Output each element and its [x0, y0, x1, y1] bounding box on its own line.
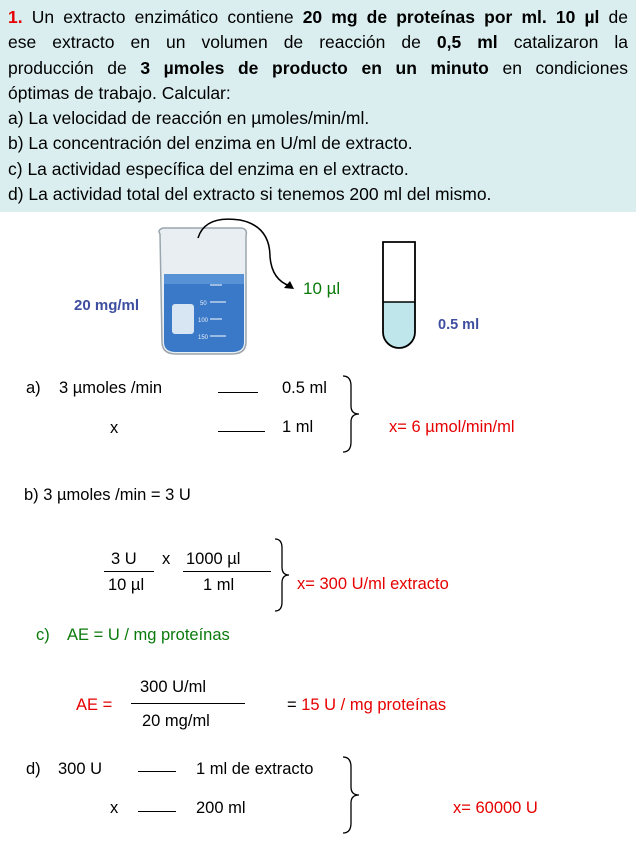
beaker-icon: [159, 228, 246, 354]
part-d-result: x= 60000 U: [453, 799, 538, 817]
test-tube-icon: [383, 242, 415, 348]
part-a-unknown: x: [110, 419, 119, 437]
part-d-volume-1: 1 ml de extracto: [196, 760, 314, 778]
part-d-volume-2: 200 ml: [196, 799, 246, 817]
problem-statement-box: [0, 0, 636, 212]
part-a-volume-2: 1 ml: [282, 418, 314, 436]
part-c-equals: = 15 U / mg proteínas: [287, 696, 447, 714]
problem-text: [8, 5, 628, 207]
beaker-mark-100: 100: [198, 318, 209, 324]
part-a-rate: 3 µmoles /min: [59, 379, 163, 397]
part-c-numerator: 300 U/ml: [140, 678, 207, 696]
part-a-volume-1: 0.5 ml: [282, 379, 327, 397]
part-a-brace-icon: [341, 374, 363, 454]
part-d-dash-2: [138, 811, 176, 812]
statement-line-2: ese extracto en un volumen de reacción de 0,5 ml catalizaron la: [8, 32, 629, 53]
part-c-formula: AE = U / mg proteínas: [67, 626, 230, 644]
part-c-label: c): [36, 626, 50, 644]
question-b: b) La concentración del enzima en U/ml de extracto.: [8, 133, 413, 154]
part-b-fraction-1-bar: [104, 571, 154, 572]
transfer-volume-label: 10 µl: [303, 279, 341, 298]
question-c: c) La actividad específica del enzima en el extracto.: [8, 158, 409, 179]
part-d-dash-1: [138, 771, 176, 772]
part-a-dash-2: [218, 431, 265, 432]
statement-line-1: 1. Un extracto enzimático contiene 20 mg de proteínas por ml. 10 µl de: [8, 7, 629, 27]
part-c-result: 15 U / mg proteínas: [301, 696, 447, 714]
beaker-mark-150: 150: [198, 335, 209, 341]
part-a-label: a): [26, 379, 41, 397]
part-c-denominator: 20 mg/ml: [142, 712, 210, 730]
part-b-result: x= 300 U/ml extracto: [297, 575, 449, 593]
part-b-fraction-2-den: 1 ml: [203, 576, 235, 594]
part-b-fraction-1-num: 3 U: [111, 550, 137, 568]
part-d-unknown: x: [110, 799, 119, 817]
question-d: d) La actividad total del extracto si tenemos 200 ml del mismo.: [8, 184, 492, 205]
tube-volume-label: 0.5 ml: [438, 317, 480, 333]
concentration-label: 20 mg/ml: [74, 297, 140, 314]
part-b-times: x: [162, 550, 171, 568]
statement-line-3: producción de 3 µmoles de producto en un minuto en condiciones: [8, 57, 628, 78]
part-d-brace-icon: [341, 755, 363, 835]
part-b-fraction-1-den: 10 µl: [108, 576, 145, 594]
part-b-brace-icon: [273, 537, 293, 613]
part-d-label: d): [26, 760, 41, 778]
part-a-dash-1: [218, 392, 258, 393]
question-a: a) La velocidad de reacción en µmoles/min/ml.: [8, 108, 370, 129]
part-b-fraction-2-bar: [183, 571, 271, 572]
part-b-fraction-2-num: 1000 µl: [186, 550, 241, 568]
beaker-mark-50: 50: [200, 301, 207, 307]
part-d-total-units: 300 U: [58, 760, 103, 778]
part-a-result: x= 6 µmol/min/ml: [389, 418, 515, 436]
part-b-statement: b) 3 µmoles /min = 3 U: [24, 486, 191, 504]
statement-line-4: óptimas de trabajo. Calcular:: [8, 82, 231, 103]
part-c-fraction-bar: [131, 703, 245, 704]
part-c-ae-label: AE =: [76, 696, 113, 714]
